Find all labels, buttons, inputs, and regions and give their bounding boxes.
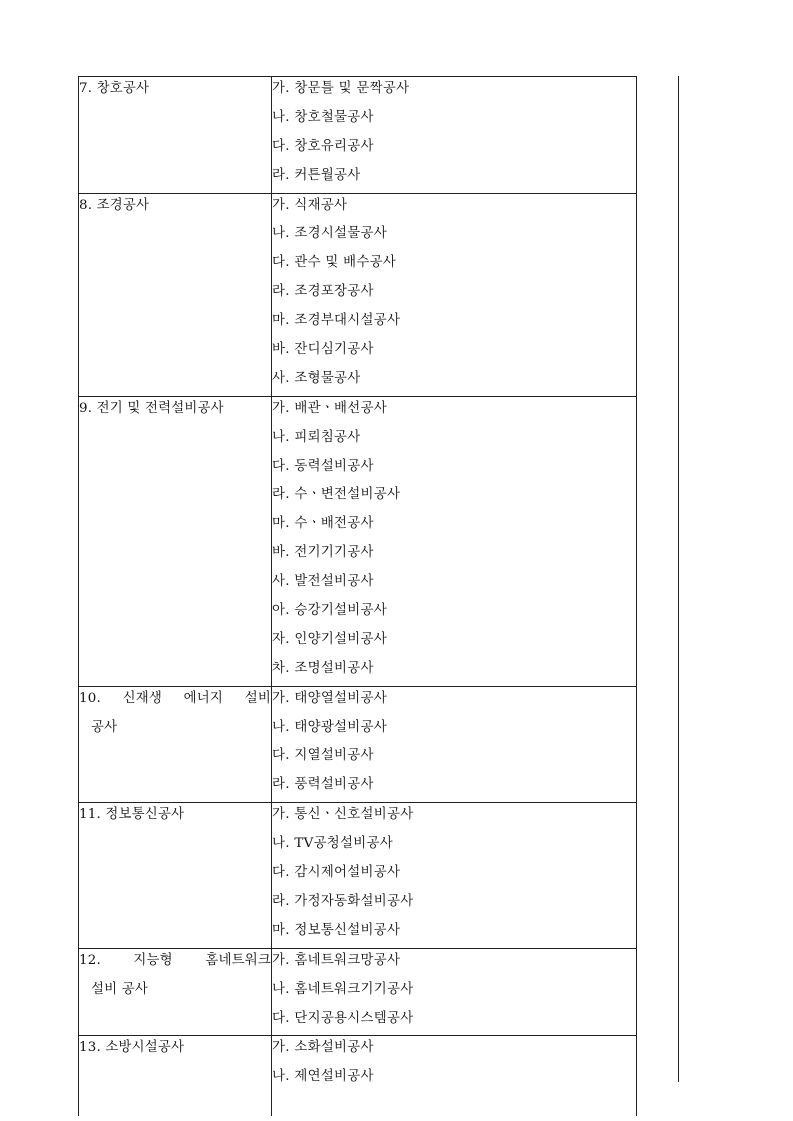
category-cell [79, 948, 272, 1036]
list-item: 다. 단지공용시스템공사 [272, 1010, 414, 1026]
list-item: 다. 동력설비공사 [272, 458, 374, 474]
category-label: 8. 조경공사 [79, 197, 150, 213]
table-row [79, 193, 637, 396]
list-item: 나. 피뢰침공사 [272, 429, 361, 445]
items-cell [272, 396, 637, 686]
list-item: 라. 풍력설비공사 [272, 777, 374, 793]
list-item: 라. 커튼월공사 [272, 167, 361, 183]
category-cell [79, 803, 272, 948]
table-row [79, 396, 637, 686]
list-item: 다. 지열설비공사 [272, 748, 374, 764]
list-item: 라. 가정자동화설비공사 [272, 893, 414, 909]
construction-work-table [78, 76, 637, 1116]
category-cell [79, 193, 272, 396]
list-item: 가. 창문틀 및 문짝공사 [272, 81, 410, 96]
table-row [79, 686, 637, 803]
category-label: 11. 정보통신공사 [79, 807, 185, 823]
category-label: 10. 신재생 에너지 설비 [79, 690, 271, 706]
category-cell [79, 396, 272, 686]
list-item: 가. 통신ㆍ신호설비공사 [272, 807, 414, 823]
list-item: 다. 창호유리공사 [272, 138, 374, 154]
list-item: 가. 소화설비공사 [272, 1040, 374, 1056]
list-item: 다. 감시제어설비공사 [272, 865, 401, 881]
list-item: 마. 조경부대시설공사 [272, 313, 401, 329]
items-cell [272, 193, 637, 396]
category-label: 13. 소방시설공사 [79, 1040, 185, 1056]
category-cell [79, 686, 272, 803]
list-item: 가. 식재공사 [272, 197, 348, 213]
list-item: 자. 인양기설비공사 [272, 631, 387, 647]
category-label: 9. 전기 및 전력설비공사 [79, 400, 224, 416]
list-item: 바. 전기기기공사 [272, 545, 374, 561]
list-item: 나. 태양광설비공사 [272, 719, 387, 735]
table-row [79, 77, 637, 194]
items-cell [272, 1036, 637, 1117]
list-item: 바. 잔디심기공사 [272, 342, 374, 358]
list-item: 나. 창호철물공사 [272, 109, 374, 125]
list-item: 라. 조경포장공사 [272, 284, 374, 300]
list-item: 마. 수ㆍ배전공사 [272, 516, 374, 532]
list-item: 가. 태양열설비공사 [272, 690, 387, 706]
category-label-continued: 설비 공사 [91, 981, 148, 997]
category-cell [79, 77, 272, 194]
table-row [79, 948, 637, 1036]
list-item: 나. 조경시설물공사 [272, 226, 387, 242]
list-item: 마. 정보통신설비공사 [272, 922, 401, 938]
list-item: 다. 관수 및 배수공사 [272, 255, 397, 271]
list-item: 나. 제연설비공사 [272, 1069, 374, 1085]
list-item: 사. 발전설비공사 [272, 574, 374, 590]
category-label-continued: 공사 [91, 719, 118, 735]
list-item: 가. 홈네트워크망공사 [272, 952, 401, 968]
category-cell [79, 1036, 272, 1117]
list-item: 가. 배관ㆍ배선공사 [272, 400, 387, 416]
list-item: 아. 승강기설비공사 [272, 603, 387, 619]
category-label: 7. 창호공사 [79, 81, 150, 96]
list-item: 라. 수ㆍ변전설비공사 [272, 487, 401, 503]
page-margin-rule [678, 76, 679, 1082]
table-row [79, 1036, 637, 1117]
table-row [79, 803, 637, 948]
list-item: 나. 홈네트워크기기공사 [272, 981, 414, 997]
items-cell [272, 948, 637, 1036]
list-item: 사. 조형물공사 [272, 370, 361, 386]
items-cell [272, 77, 637, 194]
items-cell [272, 686, 637, 803]
list-item: 나. TV공청설비공사 [272, 836, 393, 852]
list-item: 차. 조명설비공사 [272, 660, 374, 676]
category-label: 12. 지능형 홈네트워크 [79, 952, 271, 968]
items-cell [272, 803, 637, 948]
